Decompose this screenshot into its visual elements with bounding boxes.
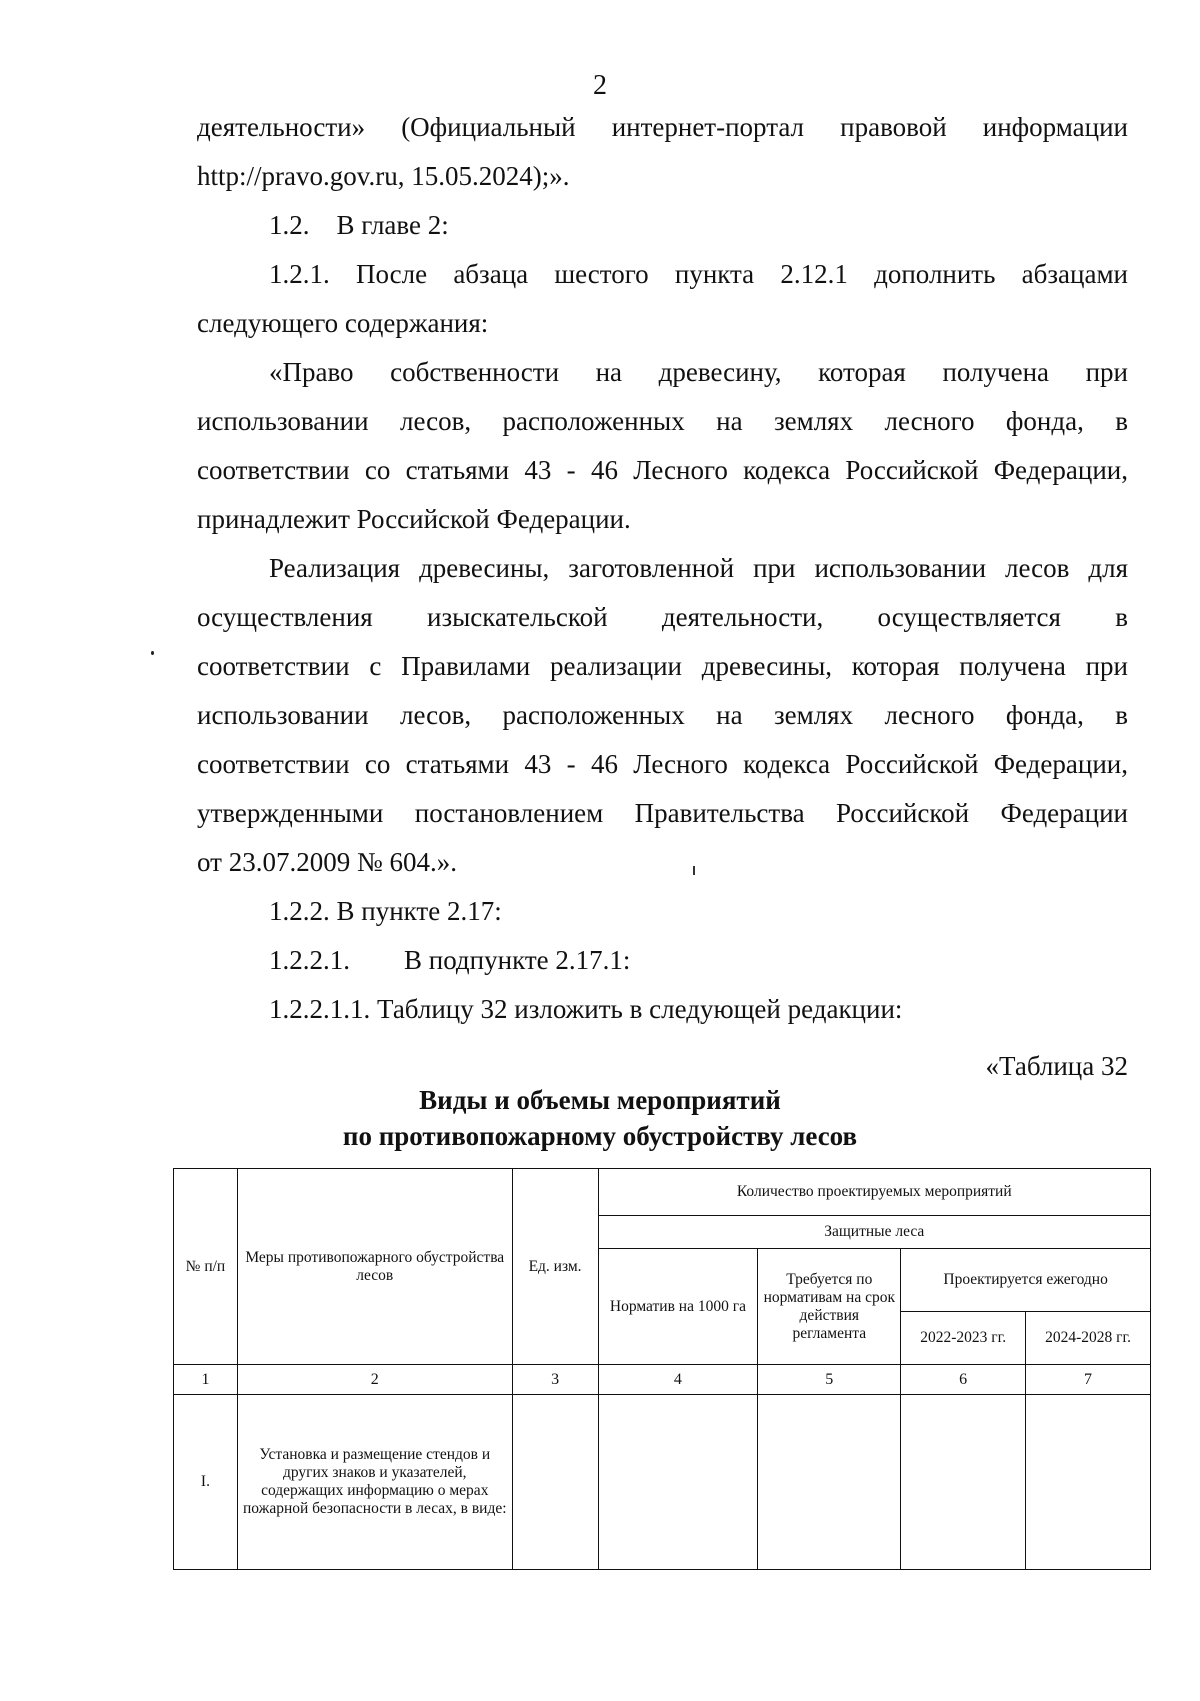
section-heading: 1.2.2. В пункте 2.17:	[269, 896, 502, 926]
column-number: 3	[512, 1365, 598, 1395]
header-cell-measures: Меры противопожарного обустройства лесов	[237, 1169, 512, 1365]
column-number: 7	[1026, 1365, 1151, 1395]
row-num: I.	[174, 1395, 238, 1570]
header-group-count: Количество проектируемых мероприятий	[598, 1169, 1150, 1216]
paragraph-line: осуществления изыскательской деятельности, осуществляется в	[197, 602, 1128, 632]
row-unit	[512, 1395, 598, 1570]
section-heading: 1.2.2.1.1. Таблицу 32 изложить в следующей редакции:	[269, 994, 903, 1024]
paragraph-line: деятельности» (Официальный интернет-портал правовой информации	[197, 112, 1128, 142]
document-body	[197, 103, 1128, 1091]
row-2022	[901, 1395, 1026, 1570]
paragraph-line: следующего содержания:	[197, 308, 489, 338]
table-title-line: Виды и объемы мероприятий	[419, 1085, 781, 1115]
table-title	[0, 1082, 1200, 1154]
paragraph-line: «Право собственности на древесину, которая получена при	[269, 357, 1128, 387]
paragraph-line: использовании лесов, расположенных на землях лесного фонда, в	[197, 700, 1128, 730]
column-number: 6	[901, 1365, 1026, 1395]
table-row	[174, 1395, 1151, 1570]
header-group-protective: Защитные леса	[598, 1216, 1150, 1249]
header-cell-num: № п/п	[174, 1169, 238, 1365]
paragraph-line: принадлежит Российской Федерации.	[197, 504, 631, 534]
header-cell-2022: 2022-2023 гг.	[901, 1312, 1026, 1365]
paragraph-line: соответствии со статьями 43 - 46 Лесного кодекса Российской Федерации,	[197, 749, 1128, 779]
paragraph-line: 1.2.1. После абзаца шестого пункта 2.12.1 дополнить абзацами	[269, 259, 1128, 289]
paragraph-line: http://pravo.gov.ru, 15.05.2024);».	[197, 161, 570, 191]
page-number: 2	[593, 70, 607, 101]
column-number: 5	[758, 1365, 901, 1395]
paragraph-line: от 23.07.2009 № 604.».	[197, 847, 457, 877]
section-heading: 1.2. В главе 2:	[269, 210, 449, 240]
column-number: 4	[598, 1365, 758, 1395]
row-norm	[598, 1395, 758, 1570]
section-heading: 1.2.2.1. В подпункте 2.17.1:	[269, 945, 631, 975]
paragraph-line: утвержденными постановлением Правительства Российской Федерации	[197, 798, 1128, 828]
column-number: 1	[174, 1365, 238, 1395]
row-2024	[1026, 1395, 1151, 1570]
paragraph-line: Реализация древесины, заготовленной при использовании лесов для	[269, 553, 1128, 583]
row-measure: Установка и размещение стендов и других знаков и указателей, содержащих информацию о мерах пожарной безопасности в лесах, в виде:	[237, 1395, 512, 1570]
header-cell-required: Требуется по нормативам на срок действия регламента	[758, 1249, 901, 1365]
column-number: 2	[237, 1365, 512, 1395]
header-cell-unit: Ед. изм.	[512, 1169, 598, 1365]
table-caption-number: «Таблица 32	[985, 1051, 1128, 1081]
paragraph-line: соответствии со статьями 43 - 46 Лесного кодекса Российской Федерации,	[197, 455, 1128, 485]
header-cell-2024: 2024-2028 гг.	[1026, 1312, 1151, 1365]
paragraph-line: использовании лесов, расположенных на землях лесного фонда, в	[197, 406, 1128, 436]
table-title-line: по противопожарному обустройству лесов	[342, 1121, 858, 1151]
paragraph-line: соответствии с Правилами реализации древесины, которая получена при	[197, 651, 1128, 681]
row-required	[758, 1395, 901, 1570]
header-group-annual: Проектируется ежегодно	[901, 1249, 1151, 1312]
header-cell-norm: Норматив на 1000 га	[598, 1249, 758, 1365]
scan-speck	[151, 651, 154, 655]
fire-prevention-table	[173, 1168, 1151, 1570]
